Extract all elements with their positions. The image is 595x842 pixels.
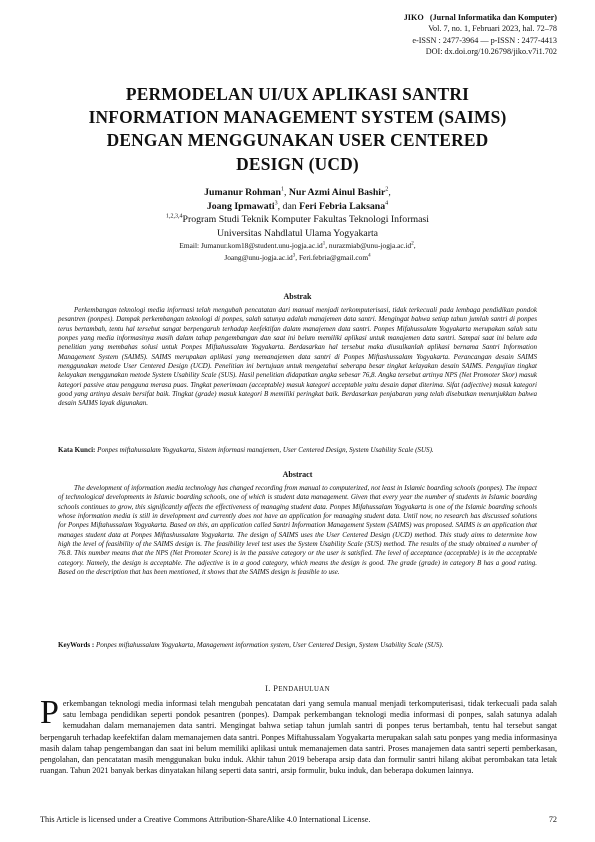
email-link[interactable]: Joang@unu-jogja.ac.id [224,252,293,262]
introduction-text: erkembangan teknologi media informasi telah mengubah pencatatan dari yang semula manual menjadi terkomputerisasi, tidak terkecuali pada salah satu lembaga pendidikan seperti pondok pesantren (ponpes). Dampak perkembangan teknologi media informasi di ponpes, salah satunya adalah kemudahan dalam memanajemen data santri. Mengingat bahwa setiap tahun jumlah santri di ponpes terus bertambah, tentu hal tersebut sangat berpengaruh terhadap keefektifan dalam memanajemen data santri. Ponpes Miftahussalam Yogyakarta merupakan salah satu ponpes yang media informasinya masih dalam tahap pengembangan dan saat ini belum memiliki aplikasi untuk memanajemen data santri. Proses manajemen data santri seperti pemberkasan, pengolahan, dan pencatatan masih menggunakan buku induk. Akhir tahun 2019 beberapa arsip data dan formulir santri hilang akibat perombakan tata letak ruangan. Tahun 2021 banyak berkas dinyatakan hilang seperti data santri, arsip formulir, buku induk, dan beberapa dokumen lainnya. [40,699,557,776]
kata-kunci-text: Ponpes miftahussalam Yogyakarta, Sistem informasi manajemen, User Centered Design, System Usability Scale (SUS). [95,446,434,454]
abstract-body: The development of information media technology has changed recording from manual to computerized, not least in Islamic boarding schools (ponpes). The impact of technological developments in Islamic boarding schools, one of which is student data management. Given that every year the number of students in Islamic boarding schools continues to grow, this significantly affects the effectiveness of managing student data. Ponpes Mifahussalam Yogyakarta is one of the Islamic boarding schools whose information media is still in development and currently does not have an application for managing student data. Until now, no research has discussed solutions for Ponpes Miftahussalam Yogyakarta. Based on this, an application called Santri Information Management System (SAIMS) was proposed. SAIMS is an application that manages student data at Ponpes Miftashussalam Yogyakarta. The design of SAIMS uses the User Centered Design (UCD) method. This study aims to determine how high the level of feasibility of the SAIMS design is. The feasibility level test uses the System Usability Scale (SUS) method. The results of the study obtained a number of 76.8. This number means that the NPS (Net Promoter Score) is in the passive category or the user is satisfied. The level of acceptance (acceptable) is in the acceptable category. Namely, the design is acceptable. The adjective is in a good category, which means the design is good. The grade (grade) in category B has a good rating. Based on the description that has been mentioned, it shows that the SAIMS design is feasible to use. [58,484,537,577]
abstract-heading: Abstract [282,470,313,479]
license-notice[interactable]: This Article is licensed under a Creative Commons Attribution-ShareAlike 4.0 International License. [40,815,371,824]
journal-doi[interactable]: DOI: dx.doi.org/10.26798/jiko.v7i1.702 [425,46,557,56]
keywords-label: KeyWords : [58,641,95,649]
author-name: Feri Febria Laksana [299,200,386,212]
email-link[interactable]: nurazmiab@unu-jogja.ac.id [328,241,412,250]
drop-cap: P [40,694,59,731]
journal-fullname: (Jurnal Informatika dan Komputer) [429,13,557,22]
email-link[interactable]: Jumanur.kom18@student.unu-jogja.ac.id [200,241,323,250]
email-link[interactable]: Feri.febria@gmail.com [298,252,369,262]
introduction-paragraph [40,694,557,776]
section-heading: I. PENDAHULUAN [265,684,330,693]
kata-kunci-label: Kata Kunci: [58,446,96,454]
keywords [58,641,537,650]
author-name: Joang Ipmawati [206,200,275,212]
page-number: 72 [548,815,557,824]
email-line-1: Email: $Jumanur.kom18@student.unu-jogja.ac.id^1$, $nurazmiab@unu-jogja.ac.id^2$, [179,241,416,250]
paper-title [60,83,535,176]
affiliation: $^{1,2,3,4}$Program Studi Teknik Komputer Fakultas Teknologi Informasi [166,213,429,226]
abstrak-body: Perkembangan teknologi media informasi telah mengubah pencatatan dari manual menjadi terkomputerisasi, tidak terkecuali pada lembaga pendidikan pondok pesantren (ponpes). Dampak perkembangan teknologi di ponpes, salah satunya adalah manajemen data santri. Mengingat bahwa setiap tahun jumlah santri di ponpes terus bertambah, tentu hal tersebut sangat berpengaruh terhadap keefektifan dalam manajemen data santri. Ponpes Mifahussalam Yogyakarta merupakan salah satu ponpes yang media informasinya masih dalam tahap pengembangan dan saat ini belum memiliki aplikasi untuk manajemen data santri. Sampai saat ini belum ada penelitian yang membahas solusi untuk Ponpes Miftahussalam Yogyakarta. Berdasarkan hal tersebut maka diusulkanlah aplikasi bernama Santri Information Management System (SAIMS). SAIMS merupakan aplikasi yang memanajemen data santri di Ponpes Miftashussalam Yogyakarta. Perancangan desain SAIMS menggunakan metode User Centered Design (UCD). Penelitian ini bertujuan untuk mengetahui seberapa besar tingkat kelayakan desain SAIMS. Pengujian tingkat kelayakan menggunakan metode System Usability Scale (SUS). Hasil penelitian didapatkan angka sebesar 76,8. Angka tersebut artinya NPS (Net Promoter Skor) masuk kategori passive atau pengguna merasa puas. Tingkat penerimaan (acceptable) masuk kategori acceptable yaitu desain dapat diterima. Sifat (adjective) masuk kategori good yang artinya desain bersifat baik. Tingkat (grade) masuk kategori B memiliki peringkat baik. Berdasarkan penjabaran yang telah disebutkan menunjukkan bahwa desain SAIMS layak digunakan. [58,306,537,408]
abstrak-heading: Abstrak [283,292,312,301]
title-line: PERMODELAN UI/UX APLIKASI SANTRI [125,84,470,104]
journal-issn: e-ISSN : 2477-3964 — p-ISSN : 2477-4413 [412,35,557,45]
title-line: INFORMATION MANAGEMENT SYSTEM (SAIMS) [88,107,507,128]
journal-name-line [297,12,557,23]
author-line-2: Joang Ipmawati$^3$, dan Feri Febria Laksana$^4$ [206,200,389,212]
author-name: Jumanur Rohman [204,187,282,198]
title-line: DENGAN MENGGUNAKAN USER CENTERED [106,130,489,151]
email-block [40,240,555,263]
kata-kunci [58,446,537,455]
author-block [40,186,555,240]
email-line-2: $Joang@unu-jogja.ac.id^3$, Feri.febria@gmail.com$^4$ [224,252,371,262]
affiliation-university: Universitas Nahdlatul Ulama Yogyakarta [216,227,379,239]
journal-volume: Vol. 7, no. 1, Februari 2023, hal. 72–78 [428,24,557,34]
author-line-1: Jumanur Rohman$^1$, Nur Azmi Ainul Bashir$^2$, [204,186,391,198]
author-name: Nur Azmi Ainul Bashir [288,187,386,198]
keywords-text: Ponpes miftahussalam Yogyakarta, Management information system, User Centered Design, System Usability Scale (SUS). [94,641,444,649]
journal-header [297,12,557,57]
journal-name: JIKO [403,13,424,22]
title-line: DESIGN (UCD) [236,153,359,174]
